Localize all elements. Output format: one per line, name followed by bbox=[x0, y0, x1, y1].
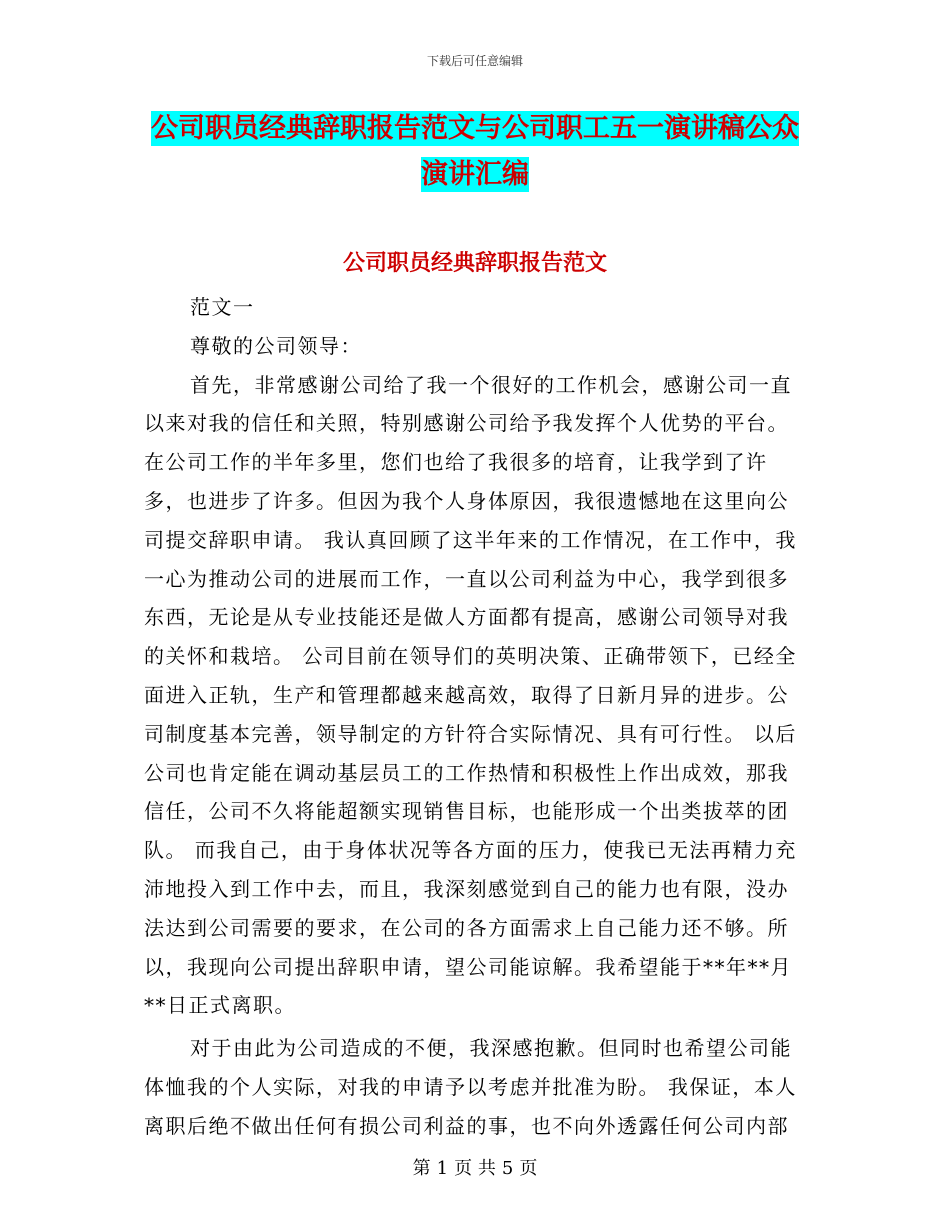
section-title: 公司职员经典辞职报告范文 bbox=[342, 251, 607, 276]
paragraph-closing: 对于由此为公司造成的不便，我深感抱歉。但同时也希望公司能体恤我的个人实际，对我的申请予以考虑并批准为盼。 我保证，本人离职后绝不做出任何有损公司利益的事，也不向外透露任何公司内部 bbox=[144, 1036, 797, 1138]
footer-label-page: 第 bbox=[412, 1158, 431, 1179]
page-footer bbox=[0, 1154, 950, 1180]
footer-label-of: 页 共 bbox=[454, 1158, 496, 1179]
footer-label-end: 页 bbox=[519, 1158, 538, 1179]
paragraph-salutation: 尊敬的公司领导： bbox=[190, 333, 362, 358]
document-body bbox=[144, 288, 807, 1146]
document-title bbox=[140, 106, 810, 198]
paragraph-main: 首先，非常感谢公司给了我一个很好的工作机会，感谢公司一直以来对我的信任和关照，特别感谢公司给予我发挥个人优势的平台。在公司工作的半年多里，您们也给了我很多的培育，让我学到了许多，也进步了许多。但因为我个人身体原因，我很遗憾地在这里向公司提交辞职申请。 我认真回顾了这半年来的工作情况，在工作中，我一心为推动公司的进展而工作，一直以公司利益为中心，我学到很多东西，无论是从专业技能还是做人方面都有提高，感谢公司领导对我的关怀和栽培。 公司目前在领导们的英明决策、正确带领下，已经全面进入正轨，生产和管理都越来越高效，取得了日新月异的进步。公司制度基本完善，领导制定的方针符合实际情况、具有可行性。 以后公司也肯定能在调动基层员工的工作热情和积极性上作出成效，那我信任，公司不久将能超额实现销售目标，也能形成一个出类拔萃的团队。 而我自己，由于身体状况等各方面的压力，使我已无法再精力充沛地投入到工作中去，而且，我深刻感觉到自己的能力也有限，没办法达到公司需要的要求，在公司的各方面需求上自己能力还不够。所以，我现向公司提出辞职申请，望公司能谅解。我希望能于**年**月**日正式离职。 bbox=[144, 372, 797, 1018]
footer-page-current: 1 bbox=[436, 1158, 449, 1179]
paragraph-fanwen: 范文一 bbox=[190, 295, 255, 319]
header-note: 下载后可任意编辑 bbox=[426, 54, 523, 68]
document-title-text: 公司职员经典辞职报告范文与公司职工五一演讲稿公众演讲汇编 bbox=[151, 113, 799, 190]
footer-page-total: 5 bbox=[501, 1158, 514, 1179]
